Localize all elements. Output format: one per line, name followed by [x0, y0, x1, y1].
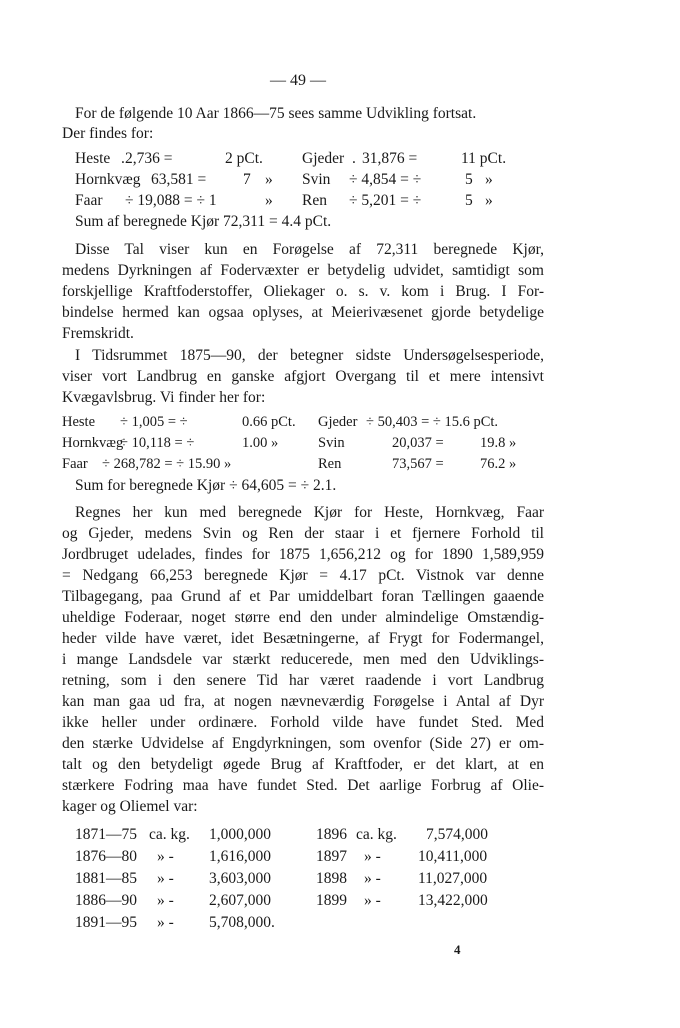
table-row: 1891—95 » - 5,708,000. — [75, 914, 275, 931]
table-row: Hornkvæg 63,581 = 7 » Svin ÷ 4,854 = ÷ 5 » — [75, 171, 493, 188]
para2-line: I Tidsrummet 1875—90, der betegner sidste Undersøgelsesperiode, — [75, 347, 544, 364]
table-row: 1898 » - 11,027,000 — [316, 870, 488, 887]
para3-line: Regnes her kun med beregnede Kjør for Heste, Hornkvæg, Faar — [75, 504, 544, 521]
table-row: 1899 » - 13,422,000 — [316, 892, 488, 909]
para1-line: Fremskridt. — [62, 325, 134, 342]
table-row: Heste . 2,736 = 2 pCt. Gjeder . 31,876 = 11 pCt. — [75, 150, 507, 167]
table-row: 1897 » - 10,411,000 — [316, 848, 488, 865]
para1-line: bindelse hermed kan ogsaa oplyses, at Meierivæsenet gjorde betydelige — [62, 304, 544, 321]
para3-line: talt og den betydeligt øgede Brug af Kraftfoder, er det klart, at en — [62, 756, 544, 773]
table-row: 1886—90 » - 2,607,000 — [75, 892, 271, 909]
table-row: Faar ÷ 268,782 = ÷ 15.90 » Ren 73,567 = 76.2 » — [62, 456, 517, 472]
para3-line: Jordbruget udelades, findes for 1875 1,656,212 og for 1890 1,589,959 — [62, 546, 544, 563]
para1-line: forskjellige Kraftfoderstoffer, Oliekager o. s. v. kom i Brug. I For- — [62, 283, 544, 300]
page-number: — 49 — — [270, 72, 326, 89]
para1-line: medens Dyrkningen af Fodervæxter er betydelig udvidet, samtidigt som — [62, 262, 544, 279]
para3-line: heder vilde have været, idet Besætningerne, af Frygt for Fodermangel, — [62, 630, 544, 647]
para3-line: og Gjeder, medens Svin og Ren der staar i et fjernere Forhold til — [62, 525, 544, 542]
table-sum: Sum for beregnede Kjør ÷ 64,605 = ÷ 2.1. — [75, 477, 337, 494]
intro-line-2: Der findes for: — [62, 125, 154, 142]
table-row: 1876—80 » - 1,616,000 — [75, 848, 271, 865]
para3-line: den stærke Udvidelse af Engdyrkningen, som ovenfor (Side 27) er om- — [62, 735, 544, 752]
table-row: Heste ÷ 1,005 = ÷ 0.66 pCt. Gjeder ÷ 50,403 = ÷ 15.6 pCt. — [62, 414, 499, 430]
table-sum: Sum af beregnede Kjør 72,311 = 4.4 pCt. — [75, 213, 332, 230]
para3-line: stærkere Fodring maa have fundet Sted. Det aarlige Forbrug af Olie- — [62, 777, 544, 794]
para2-line: viser vort Landbrug en ganske afgjort Overgang til et mere intensivt — [62, 368, 544, 385]
table-row: Faar ÷ 19,088 = ÷ 1 » Ren ÷ 5,201 = ÷ 5 » — [75, 192, 493, 209]
para3-line: uheldige Foderaar, noget større end den under almindelige Omstændig- — [62, 609, 544, 626]
para3-line: ikke heller under ordinære. Forhold vilde have fundet Sted. Med — [62, 714, 544, 731]
table-row: 1896 ca. kg. 7,574,000 — [316, 826, 488, 843]
table-row: 1881—85 » - 3,603,000 — [75, 870, 271, 887]
table-row: 1871—75 ca. kg. 1,000,000 — [75, 826, 271, 843]
para2-line: Kvægavlsbrug. Vi finder her for: — [62, 389, 266, 406]
para3-line: = Nedgang 66,253 beregnede Kjør = 4.17 pCt. Vistnok var denne — [62, 567, 544, 584]
para3-line: kager og Oliemel var: — [62, 798, 198, 815]
para3-line: i mange Landsdele var stærkt reducerede, men med den Udviklings- — [62, 651, 544, 668]
para3-line: Tilbagegang, paa Grund af et Par umiddelbart foran Tællingen gaaende — [62, 588, 544, 605]
para1-line: Disse Tal viser kun en Forøgelse af 72,311 beregnede Kjør, — [75, 241, 544, 258]
signature-mark: 4 — [454, 942, 461, 957]
para3-line: retning, som i den senere Tid har været raadende i vort Landbrug — [62, 672, 544, 689]
intro-line-1: For de følgende 10 Aar 1866—75 sees samme Udvikling fortsat. — [75, 105, 477, 122]
para3-line: kan man gaa ud fra, at nogen nævneværdig Forøgelse i Antal af Dyr — [62, 693, 544, 710]
table-row: Hornkvæg ÷ 10,118 = ÷ 1.00 » Svin 20,037 = 19.8 » — [62, 435, 517, 451]
